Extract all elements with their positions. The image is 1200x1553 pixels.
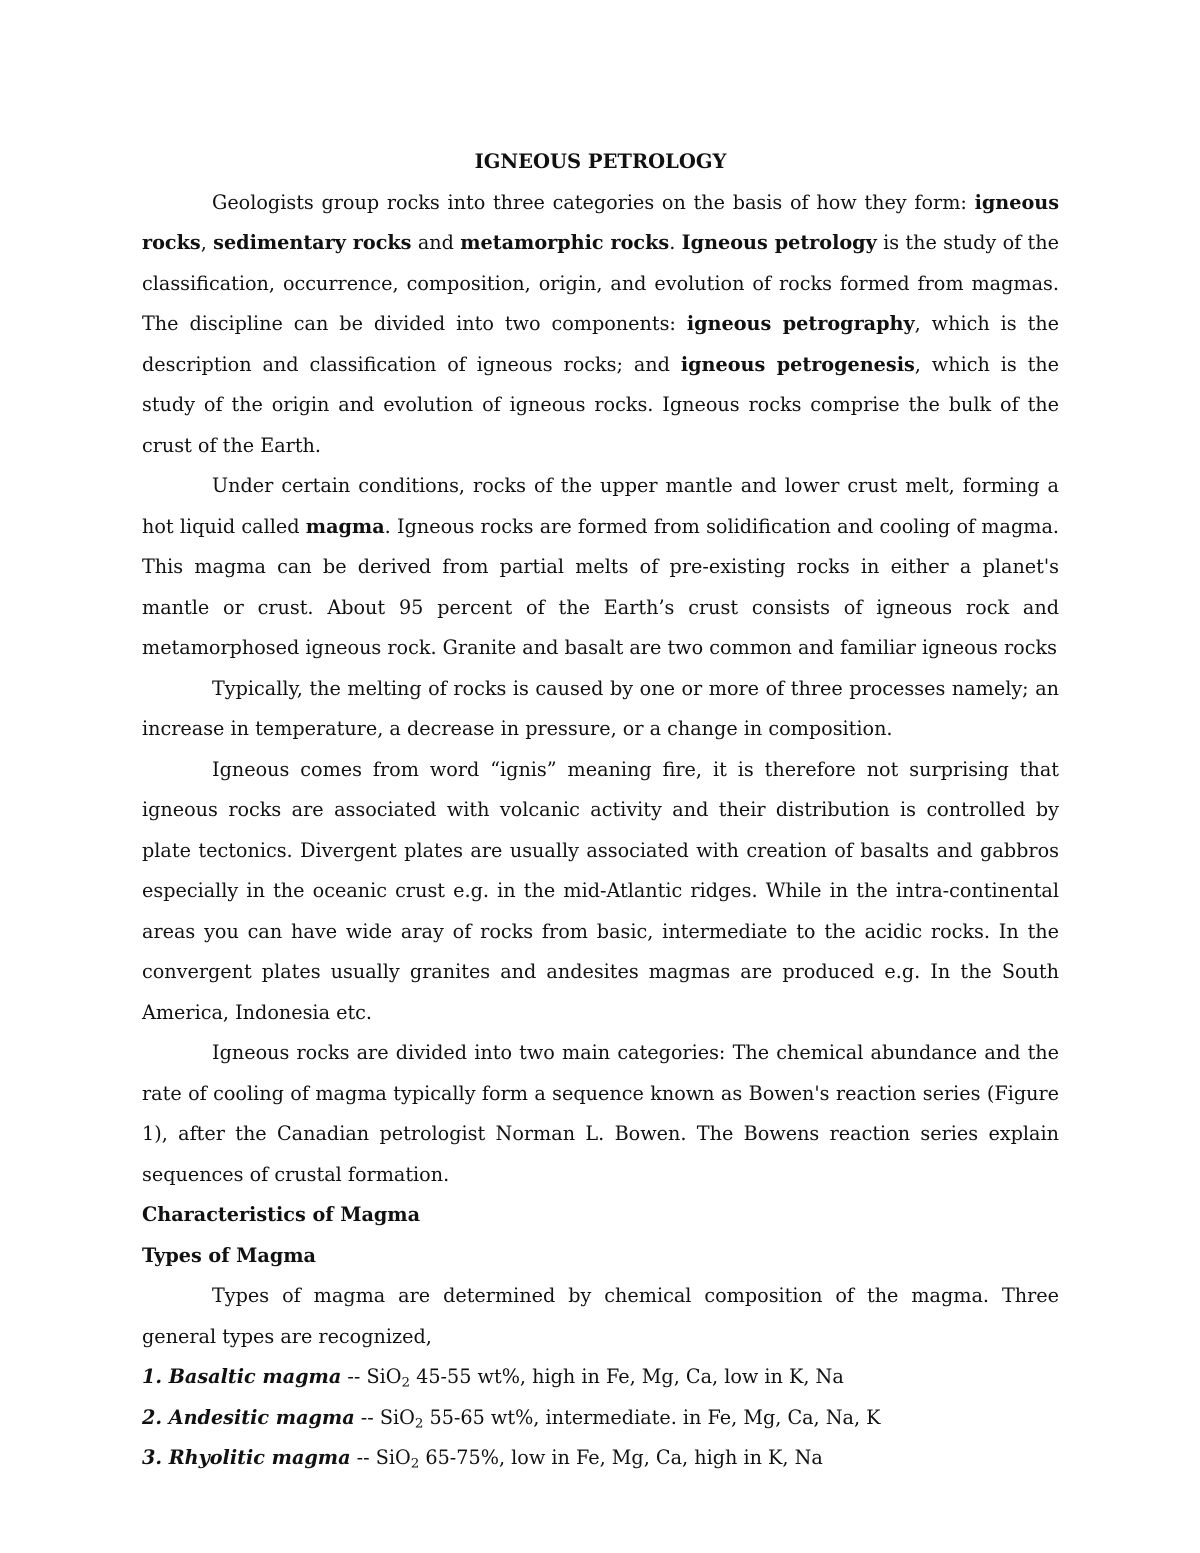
paragraph-bowen: Igneous rocks are divided into two main categories: The chemical abundance and the rate of cooling of magma typically form a sequence known as Bowen's reaction series (Figure 1), after the Canadian petrologist Norman L. Bowen. The Bowens reaction series explain sequences of crustal formation. <box>142 1041 1059 1186</box>
term-sedimentary-rocks: sedimentary rocks <box>213 231 412 254</box>
paragraph-melting: Typically, the melting of rocks is caused by one or more of three processes namely; an increase in temperature, a decrease in pressure, or a change in composition. <box>142 676 1059 740</box>
text-span: Under certain conditions, rocks of the upper mantle and lower crust melt, forming a hot liquid called <box>142 474 1059 538</box>
term-magma: magma <box>305 514 385 538</box>
paragraph-intro <box>142 183 1059 467</box>
term-igneous-rocks: igneous rocks <box>142 190 1059 254</box>
magma-type-label: 1. Basaltic magma <box>142 1365 342 1388</box>
heading-characteristics: Characteristics of Magma <box>142 1203 421 1226</box>
magma-type-label: 3. Rhyolitic magma <box>142 1446 351 1469</box>
text-span: . <box>669 231 682 254</box>
document-title: IGNEOUS PETROLOGY <box>474 150 727 173</box>
subscript: 2 <box>410 1456 420 1472</box>
text-span: Geologists group rocks into three categories on the basis of how they form: <box>212 190 975 214</box>
subscript: 2 <box>414 1415 424 1431</box>
subscript: 2 <box>401 1375 411 1391</box>
paragraph-magma <box>142 466 1059 669</box>
text-span: , which is the description and classification of igneous rocks; and <box>142 312 1059 376</box>
heading-types: Types of Magma <box>142 1243 316 1267</box>
magma-type-label: 2. Andesitic magma <box>142 1405 355 1429</box>
paragraph-types-intro: Types of magma are determined by chemical composition of the magma. Three general types are recognized, <box>142 1284 1059 1348</box>
text-span: 45-55 wt%, high in Fe, Mg, Ca, low in K, Na <box>410 1365 844 1388</box>
magma-type-rhyolitic <box>142 1438 1059 1479</box>
magma-type-basaltic <box>142 1357 1059 1398</box>
paragraph-ignis: Igneous comes from word “ignis” meaning fire, it is therefore not surprising that igneous rocks are associated with volcanic activity and their distribution is controlled by plate tectonics. Divergent plates are usually associated with creation of basalts and gabbros especially in the oceanic crust e.g. in the mid-Atlantic ridges. While in the intra-continental areas you can have wide aray of rocks from basic, intermediate to the acidic rocks. In the convergent plates usually granites and andesites magmas are produced e.g. In the South America, Indonesia etc. <box>142 757 1059 1024</box>
term-igneous-petrogenesis: igneous petrogenesis <box>680 352 915 376</box>
text-span: -- SiO <box>354 1405 415 1429</box>
text-span: -- SiO <box>341 1365 402 1388</box>
term-metamorphic-rocks: metamorphic rocks <box>460 231 670 254</box>
text-span: . Igneous rocks are formed from solidification and cooling of magma. This magma can be derived from partial melts of pre-existing rocks in either a planet's mantle or crust. About 95 percent of the Earth’s crust consists of igneous rock and metamorphosed igneous rock. Granite and basalt are two common and familiar igneous rocks <box>142 514 1059 659</box>
term-igneous-petrology: Igneous petrology <box>681 231 877 254</box>
document-body <box>142 142 1059 1479</box>
text-span: 65-75%, low in Fe, Mg, Ca, high in K, Na <box>419 1446 823 1469</box>
text-span: 55-65 wt%, intermediate. in Fe, Mg, Ca, Na, K <box>423 1405 881 1429</box>
term-igneous-petrography: igneous petrography <box>686 312 915 335</box>
text-span: and <box>411 231 461 254</box>
text-span: , <box>200 231 214 254</box>
magma-type-andesitic <box>142 1398 1059 1439</box>
text-span: -- SiO <box>350 1446 411 1469</box>
text-span: is the study of the classification, occurrence, composition, origin, and evolution of rocks formed from magmas. The discipline can be divided into two components: <box>142 231 1059 335</box>
text-span: , which is the study of the origin and evolution of igneous rocks. Igneous rocks comprise the bulk of the crust of the Earth. <box>142 352 1059 457</box>
